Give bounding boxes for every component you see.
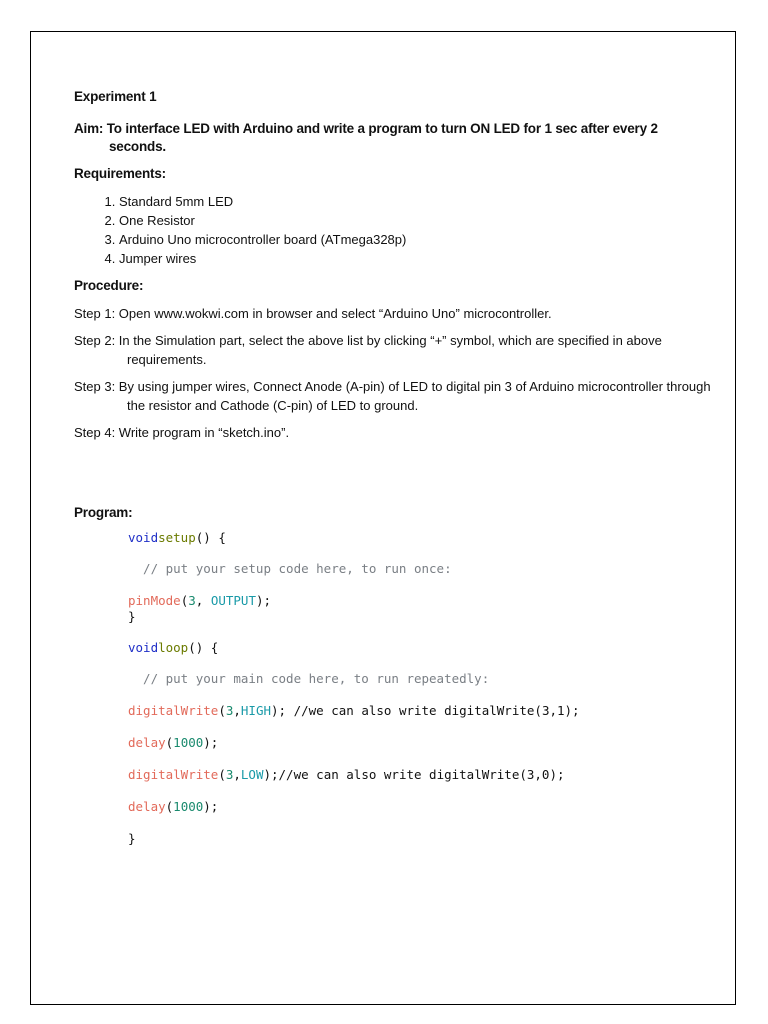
code-line-pinmode	[128, 593, 714, 609]
aim-statement: Aim: To interface LED with Arduino and write a program to turn ON LED for 1 sec after every 2 seconds.	[74, 120, 658, 154]
code-line-loop	[128, 640, 714, 656]
experiment-title: Experiment 1	[74, 89, 157, 104]
procedure-heading: Procedure:	[74, 277, 144, 293]
code-text: ); //we can also write digitalWrite(3,1);	[271, 702, 580, 718]
code-text: );	[255, 592, 272, 608]
code-text: (	[218, 766, 226, 782]
code-text: (	[165, 798, 174, 814]
code-constant: HIGH	[240, 702, 272, 718]
code-comment: // put your setup code here, to run once:	[128, 560, 452, 576]
code-close-brace: }	[128, 830, 136, 846]
code-line-setup	[128, 530, 714, 546]
code-text: (	[218, 702, 226, 718]
code-text: );//we can also write digitalWrite(3,0);	[263, 766, 565, 782]
code-number: 1000	[173, 734, 204, 750]
code-number: 3	[225, 702, 234, 718]
code-text: ,	[233, 766, 241, 782]
code-builtin-call: delay	[128, 734, 166, 750]
code-text: );	[203, 734, 219, 750]
document-body	[74, 88, 714, 847]
requirement-item: 2. One Resistor	[119, 211, 714, 230]
requirements-heading: Requirements:	[74, 165, 166, 181]
requirement-item: 1. Standard 5mm LED	[119, 192, 714, 211]
code-line-delay	[128, 799, 714, 815]
code-line-digitalwrite-high	[128, 703, 714, 719]
code-line-delay	[128, 735, 714, 751]
code-constant: OUTPUT	[210, 592, 256, 608]
procedure-step: Step 3: By using jumper wires, Connect Anode (A-pin) of LED to digital pin 3 of Arduino microcontroller through the resistor and Cathode (C-pin) of LED to ground.	[74, 378, 711, 413]
procedure-step: Step 4: Write program in “sketch.ino”.	[74, 424, 290, 440]
code-builtin-call: delay	[128, 798, 166, 814]
code-number: 1000	[173, 798, 204, 814]
code-text: ,	[233, 702, 241, 718]
code-builtin-call: digitalWrite	[128, 766, 219, 782]
procedure-step: Step 2: In the Simulation part, select the above list by clicking “+” symbol, which are specified in above requirements.	[74, 332, 662, 367]
code-text: () {	[195, 529, 226, 545]
code-function-name: setup	[158, 529, 196, 545]
procedure-step: Step 1: Open www.wokwi.com in browser and select “Arduino Uno” microcontroller.	[74, 305, 552, 321]
requirement-item: 3. Arduino Uno microcontroller board (ATmega328p)	[119, 230, 714, 249]
code-number: 3	[188, 592, 196, 608]
code-builtin-call: pinMode	[128, 592, 181, 608]
program-heading: Program:	[74, 504, 133, 520]
code-text: );	[203, 798, 219, 814]
code-text: () {	[188, 639, 219, 655]
code-text: ,	[195, 592, 211, 608]
code-number: 3	[225, 766, 234, 782]
code-text: (	[180, 592, 189, 608]
code-constant: LOW	[240, 766, 264, 782]
code-keyword: void	[128, 639, 159, 655]
requirement-item: 4. Jumper wires	[119, 249, 714, 268]
code-block	[74, 530, 714, 847]
requirements-list	[74, 192, 714, 268]
code-function-name: loop	[158, 639, 189, 655]
code-keyword: void	[128, 529, 159, 545]
code-builtin-call: digitalWrite	[128, 702, 219, 718]
code-line-digitalwrite-low	[128, 767, 714, 783]
code-text: (	[165, 734, 174, 750]
code-close-brace: }	[128, 608, 136, 624]
code-comment: // put your main code here, to run repeatedly:	[128, 670, 490, 686]
